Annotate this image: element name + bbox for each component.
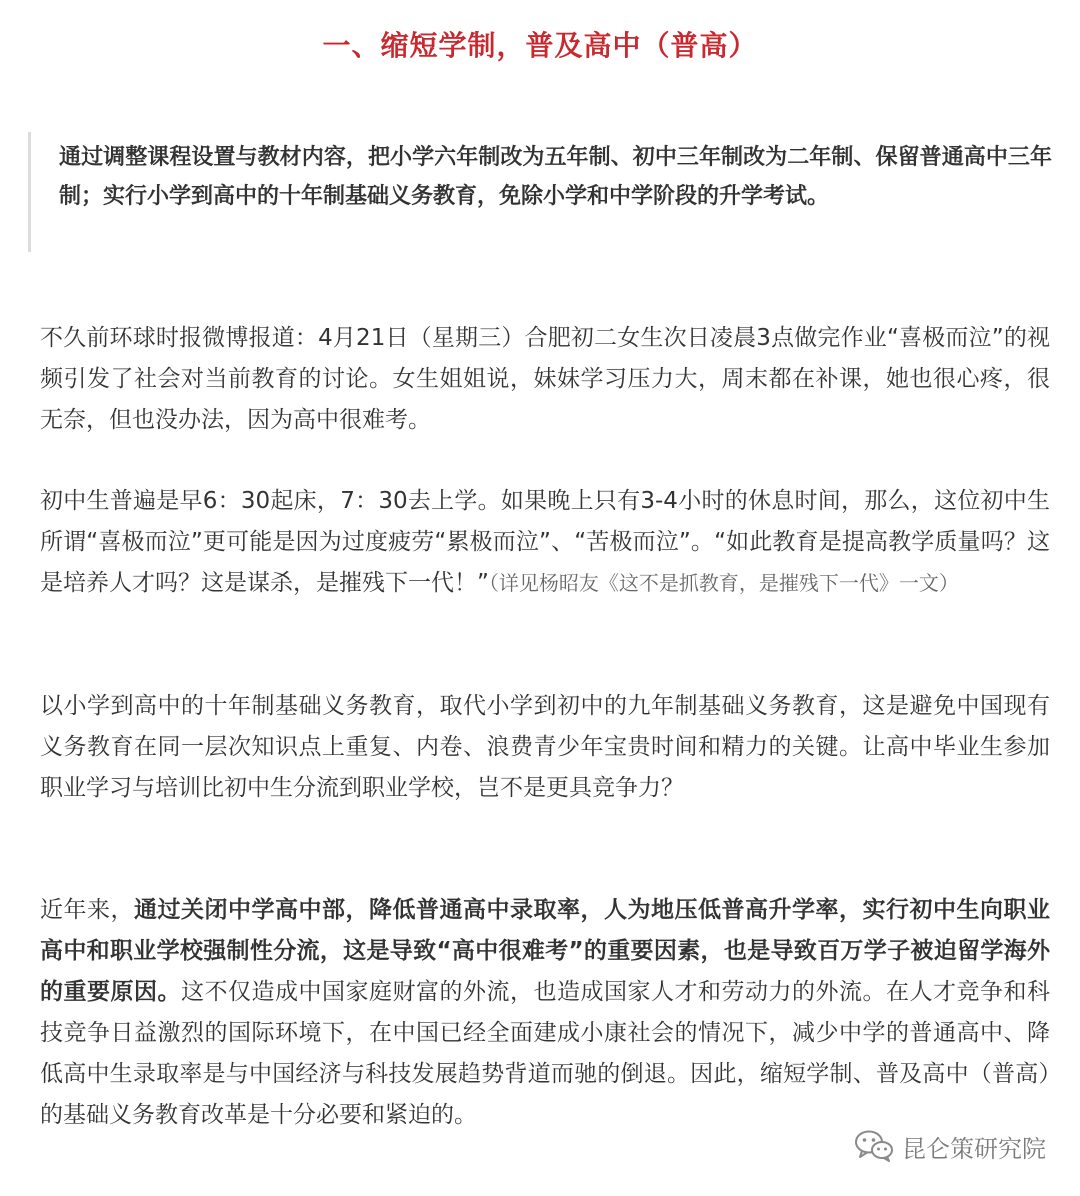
paragraph-4-bold: 通过关闭中学高中部，降低普通高中录取率，人为地压低普高升学率，实行初中生向职业高中和职业学校强制性分流，这是导致“高中很难考”的重要因素，也是导致百万学子被迫留学海外的重要原因。 — [40, 897, 1050, 1005]
paragraph-2-reference: （详见杨昭友《这不是抓教育，是摧残下一代》一文） — [488, 571, 959, 595]
wechat-icon — [854, 1129, 894, 1163]
section-title: 一、缩短学制，普及高中（普高） — [322, 29, 758, 62]
blockquote-text: 通过调整课程设置与教材内容，把小学六年制改为五年制、初中三年制改为二年制、保留普通高中三年制；实行小学到高中的十年制基础义务教育，免除小学和中学阶段的升学考试。 — [59, 145, 1052, 209]
paragraph-2-main: 初中生普遍是早6：30起床，7：30去上学。如果晚上只有3-4小时的休息时间，那么，这位初中生所谓“喜极而泣”更可能是因为过度疲劳“累极而泣”、“苦极而泣”。“如此教育是提高教学质量吗？这是培养人才吗？这是谋杀，是摧残下一代！” — [40, 488, 1050, 596]
paragraph-4-rest: 这不仅造成中国家庭财富的外流，也造成国家人才和劳动力的外流。在人才竞争和科技竞争日益激烈的国际环境下，在中国已经全面建成小康社会的情况下，减少中学的普通高中、降低高中生录取率是与中国经济与科技发展趋势背道而驰的倒退。因此，缩短学制、普及高中（普高）的基础义务教育改革是十分必要和紧迫的。 — [40, 979, 1050, 1128]
paragraph-4 — [40, 890, 1050, 1136]
blockquote — [28, 132, 1052, 252]
paragraph-2 — [40, 481, 1050, 604]
watermark-label: 昆仑策研究院 — [902, 1134, 1046, 1163]
paragraph-3: 以小学到高中的十年制基础义务教育，取代小学到初中的九年制基础义务教育，这是避免中国现有义务教育在同一层次知识点上重复、内卷、浪费青少年宝贵时间和精力的关键。让高中毕业生参加职业学习与培训比初中生分流到职业学校，岂不是更具竞争力？ — [40, 693, 1050, 801]
account-watermark — [854, 1126, 1046, 1166]
paragraph-1: 不久前环球时报微博报道：4月21日（星期三）合肥初二女生次日凌晨3点做完作业“喜极而泣”的视频引发了社会对当前教育的讨论。女生姐姐说，妹妹学习压力大，周末都在补课，她也很心疼，很无奈，但也没办法，因为高中很难考。 — [40, 325, 1050, 433]
paragraph-4-lead: 近年来， — [40, 897, 134, 923]
